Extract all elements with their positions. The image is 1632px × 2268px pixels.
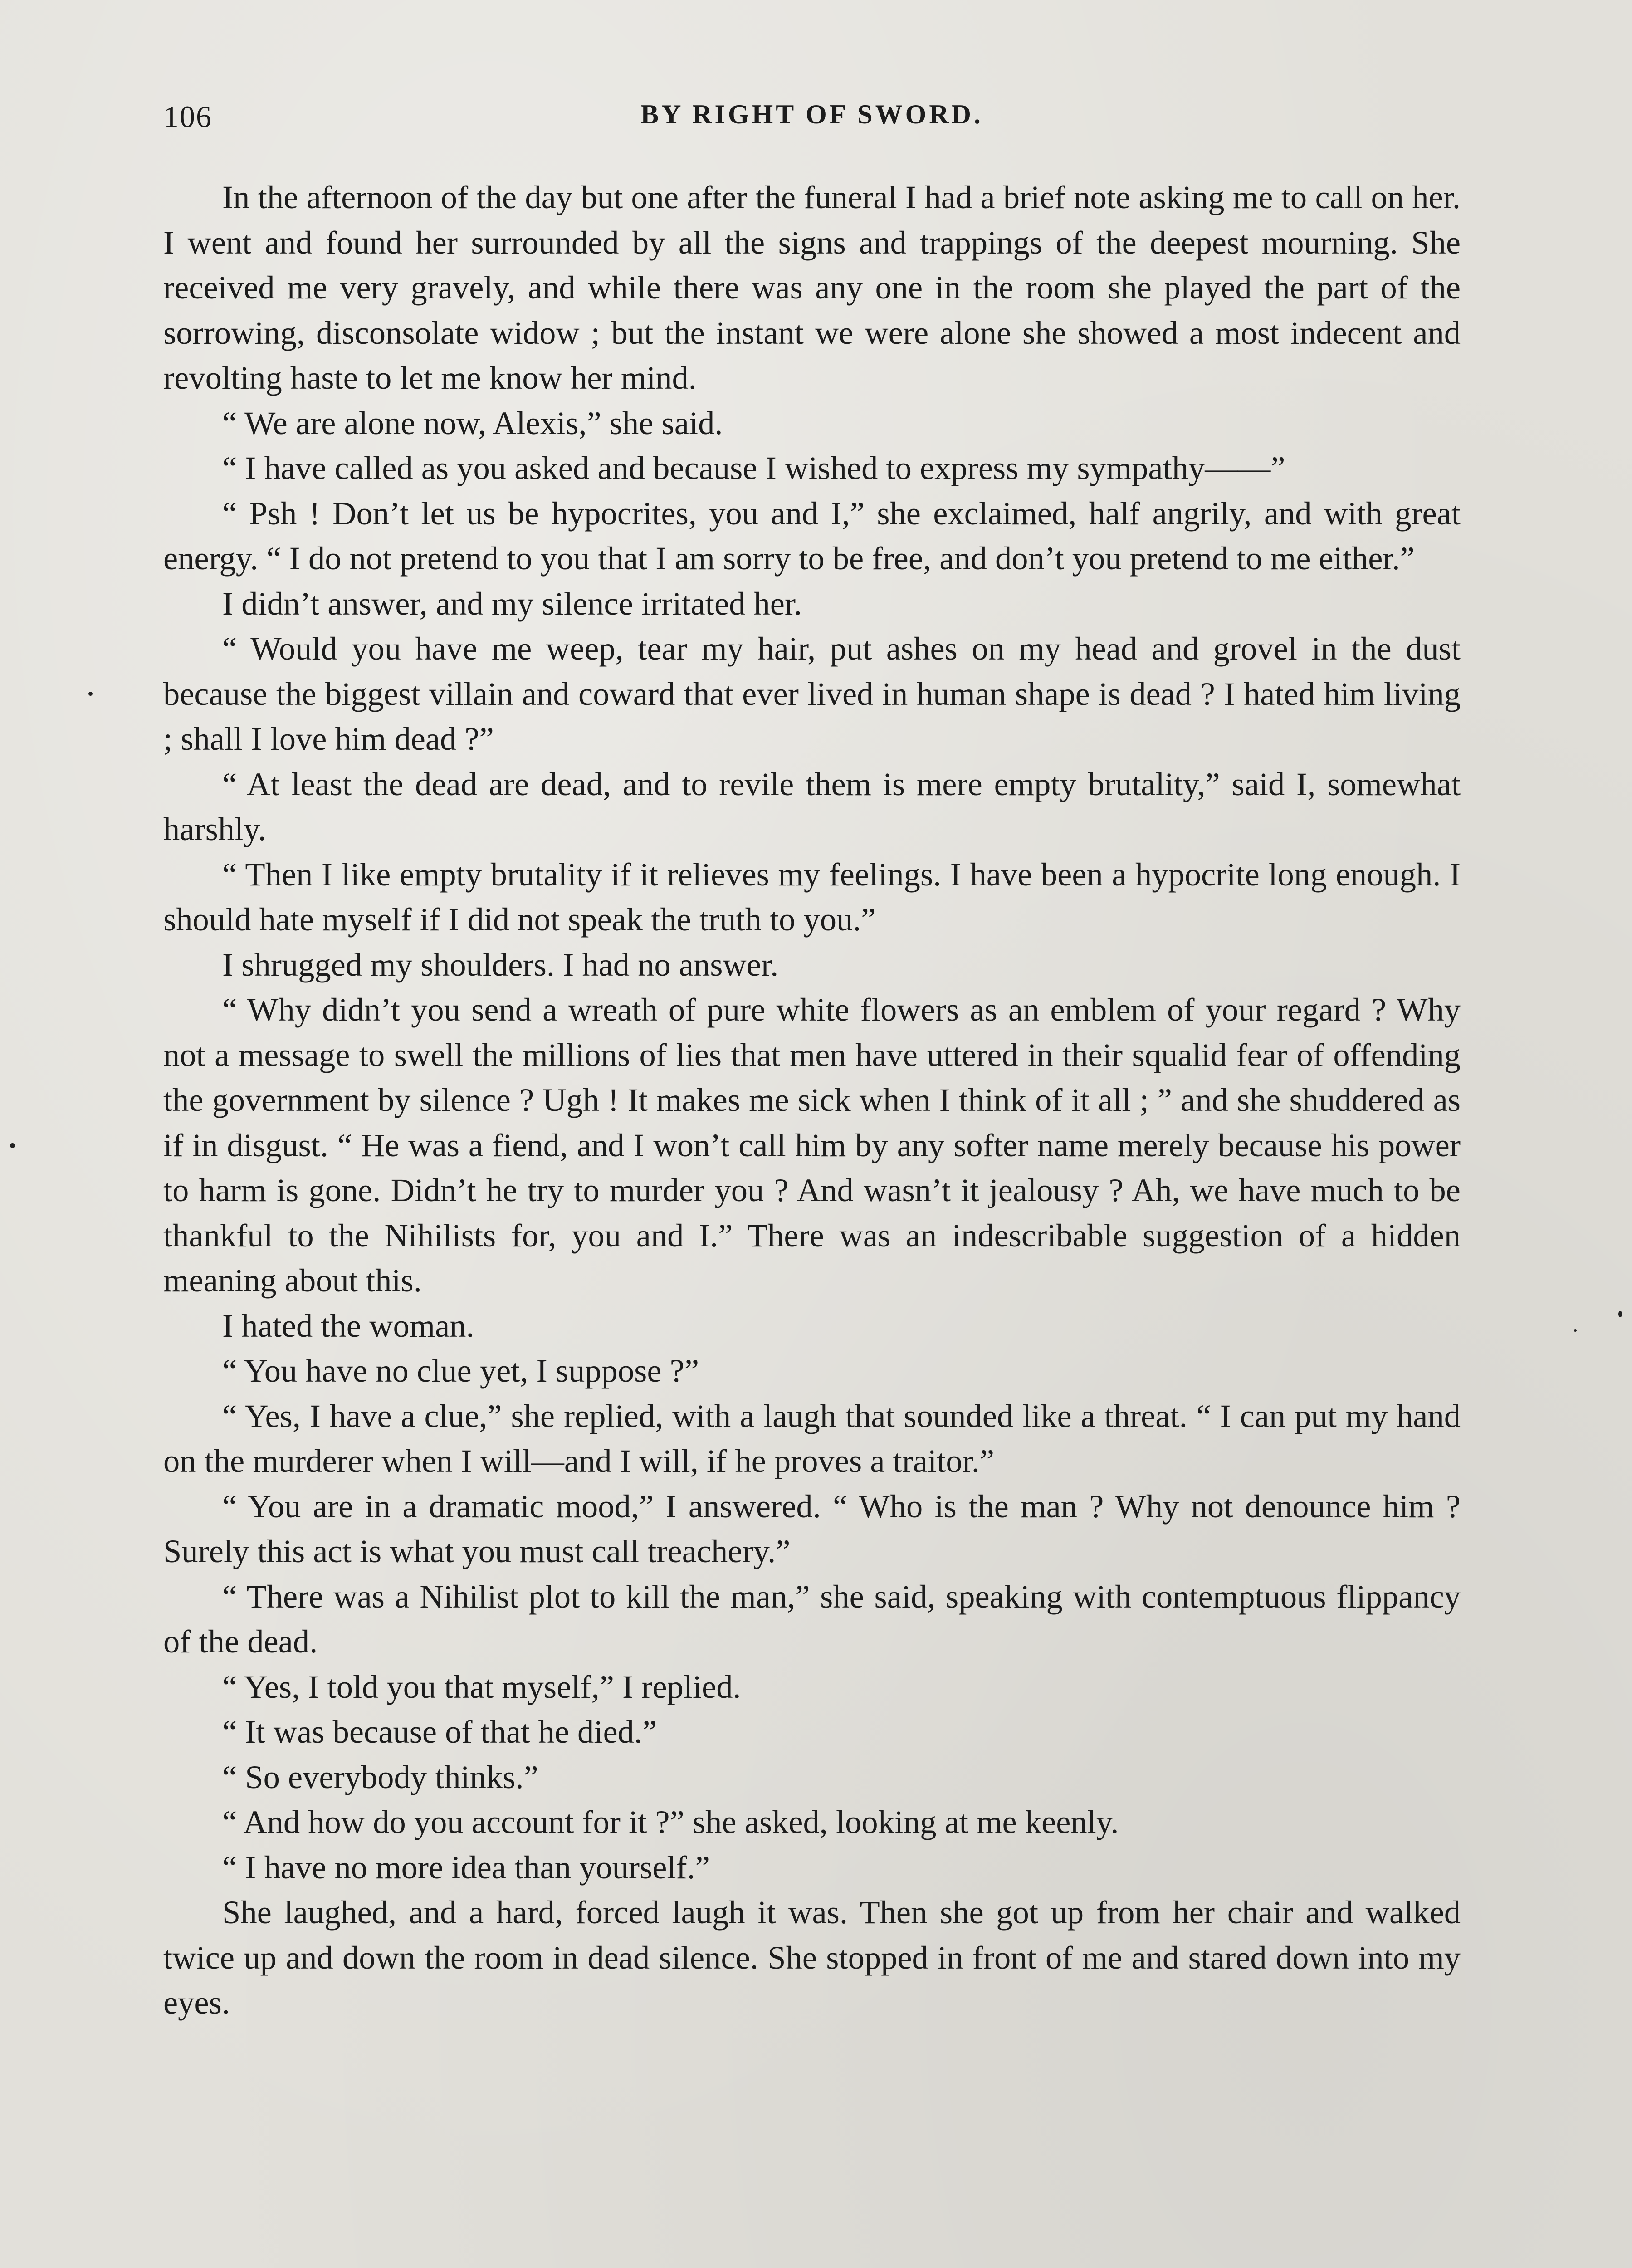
running-head xyxy=(163,99,1461,140)
paragraph: In the afternoon of the day but one after the funeral I had a brief note asking me to call on her. I went and found her surrounded by all the signs and trappings of the deepest mourning. She received me very gravely, and while there was any one in the room she played the part of the sorrowing, disconsolate widow ; but the instant we were alone she showed a most indecent and revolting haste to let me know her mind. xyxy=(163,179,1461,396)
paragraph: “ Yes, I have a clue,” she replied, with a laugh that sounded like a threat. “ I can put my hand on the murderer when I will—and I will, if he proves a traitor.” xyxy=(163,1397,1461,1479)
paragraph: “ And how do you account for it ?” she asked, looking at me keenly. xyxy=(222,1804,1119,1840)
print-speck xyxy=(88,692,93,696)
paragraph: “ It was because of that he died.” xyxy=(222,1713,657,1750)
paragraph: “ Psh ! Don’t let us be hypocrites, you and I,” she exclaimed, half angrily, and with great energy. “ I do not pretend to you that I am sorry to be free, and don’t you pretend to me either.” xyxy=(163,494,1461,577)
running-title: BY RIGHT OF SWORD. xyxy=(640,99,983,129)
paragraph: “ At least the dead are dead, and to revile them is mere empty brutality,” said I, somewhat harshly. xyxy=(163,765,1461,847)
body-text xyxy=(163,175,1461,2025)
page-number: 106 xyxy=(163,99,212,134)
paragraph: “ I have called as you asked and because I wished to express my sympathy——” xyxy=(222,450,1285,486)
print-speck xyxy=(1618,1311,1622,1317)
paragraph: I hated the woman. xyxy=(222,1307,474,1344)
paragraph: “ Yes, I told you that myself,” I replied. xyxy=(222,1668,741,1705)
paragraph: I shrugged my shoulders. I had no answer. xyxy=(222,946,779,983)
paragraph: “ I have no more idea than yourself.” xyxy=(222,1848,710,1886)
paragraph: “ Why didn’t you send a wreath of pure white flowers as an emblem of your regard ? Why not a message to swell the millions of lies that men have uttered in their squalid fear of offending the government by silence ? Ugh ! It makes me sick when I think of it all ; ” and she shuddered as if in disgust. “ He was a fiend, and I won’t call him by any softer name merely because his power to harm is gone. Didn’t he try to murder you ? And wasn’t it jealousy ? Ah, we have much to be thankful to the Nihilists for, you and I.” There was an indescribable suggestion of a hidden meaning about this. xyxy=(163,991,1461,1299)
paragraph: I didn’t answer, and my silence irritated her. xyxy=(222,585,802,622)
print-speck xyxy=(1574,1329,1577,1332)
paragraph: “ You have no clue yet, I suppose ?” xyxy=(222,1352,699,1389)
paragraph: “ Would you have me weep, tear my hair, put ashes on my head and grovel in the dust because the biggest villain and coward that ever lived in human shape is dead ? I hated him living ; shall I love him dead ?” xyxy=(163,630,1461,757)
paragraph: “ There was a Nihilist plot to kill the man,” she said, speaking with contemptuous flippancy of the dead. xyxy=(163,1578,1461,1660)
paragraph: “ So everybody thinks.” xyxy=(222,1758,538,1795)
paragraph: She laughed, and a hard, forced laugh it was. Then she got up from her chair and walked twice up and down the room in dead silence. She stopped in front of me and stared down into my eyes. xyxy=(163,1894,1461,2021)
paragraph: “ You are in a dramatic mood,” I answered. “ Who is the man ? Why not denounce him ? Surely this act is what you must call treachery.” xyxy=(163,1487,1461,1569)
paragraph: “ Then I like empty brutality if it relieves my feelings. I have been a hypocrite long enough. I should hate myself if I did not speak the truth to you.” xyxy=(163,855,1461,938)
print-speck xyxy=(10,1143,15,1148)
paragraph: “ We are alone now, Alexis,” she said. xyxy=(222,404,723,441)
